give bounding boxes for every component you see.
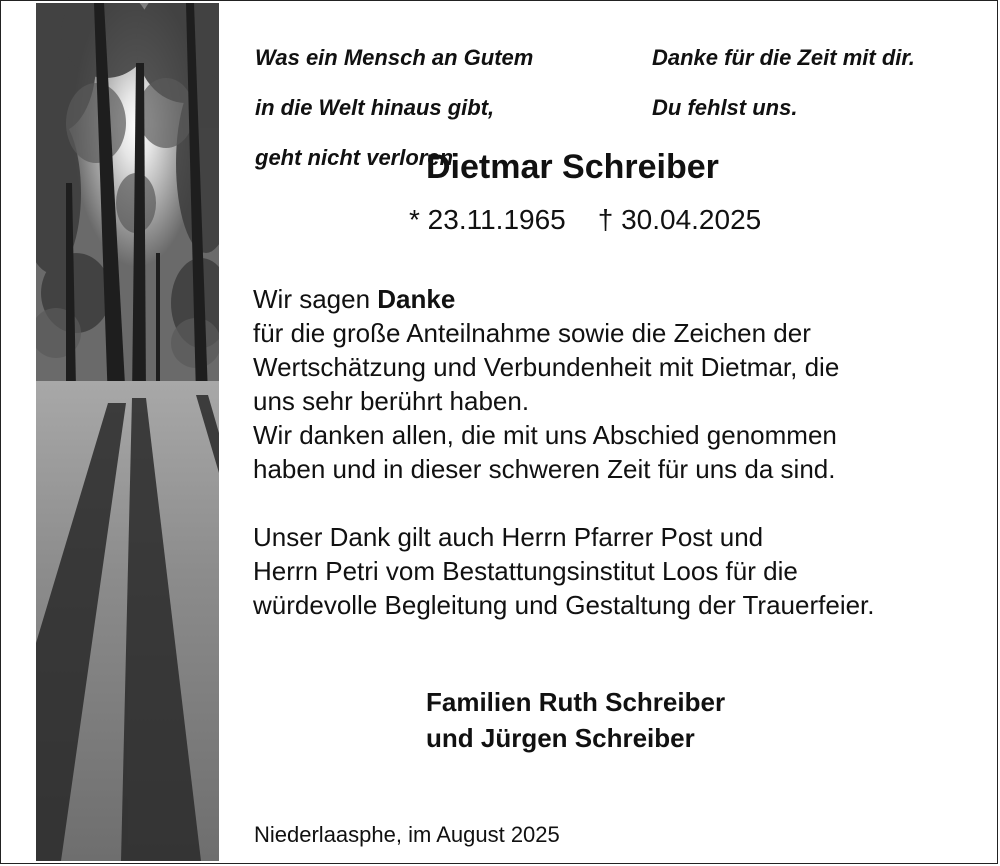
thanks-line: haben und in dieser schweren Zeit für uns da sind. <box>253 454 836 484</box>
place-date: Niederlaasphe, im August 2025 <box>254 822 560 847</box>
acknowledgement-line: würdevolle Begleitung und Gestaltung der Trauerfeier. <box>253 590 875 620</box>
quote-left-line: in die Welt hinaus gibt, <box>255 95 495 120</box>
quote-right-line: Du fehlst uns. <box>652 95 798 120</box>
thanks-line: uns sehr berührt haben. <box>253 386 530 416</box>
signer-line: Familien Ruth Schreiber <box>426 687 726 717</box>
acknowledgement-paragraph <box>253 520 875 622</box>
quote-left-line: geht nicht verloren. <box>255 145 460 170</box>
acknowledgement-line: Herrn Petri vom Bestattungsinstitut Loos für die <box>253 556 798 586</box>
quote-right <box>652 20 915 145</box>
death-date: † 30.04.2025 <box>597 204 762 235</box>
acknowledgement-line: Unser Dank gilt auch Herrn Pfarrer Post und <box>253 522 764 552</box>
thanks-line: für die große Anteilnahme sowie die Zeichen der <box>253 318 811 348</box>
thanks-line: Wertschätzung und Verbundenheit mit Dietmar, die <box>253 352 840 382</box>
signer-line: und Jürgen Schreiber <box>426 723 695 753</box>
signers <box>426 684 725 756</box>
thanks-intro-line <box>253 282 839 316</box>
thanks-paragraph <box>253 282 839 486</box>
thanks-line: Wir danken allen, die mit uns Abschied genommen <box>253 420 837 450</box>
deceased-name: Dietmar Schreiber <box>426 148 719 186</box>
quote-right-line: Danke für die Zeit mit dir. <box>652 45 915 70</box>
thanks-intro-bold: Danke <box>377 284 456 314</box>
quote-left-line: Was ein Mensch an Gutem <box>255 45 534 70</box>
thanks-intro: Wir sagen <box>253 284 378 314</box>
park-trees-photo <box>36 3 219 861</box>
birth-date: * 23.11.1965 <box>409 204 566 235</box>
life-dates <box>409 204 761 236</box>
